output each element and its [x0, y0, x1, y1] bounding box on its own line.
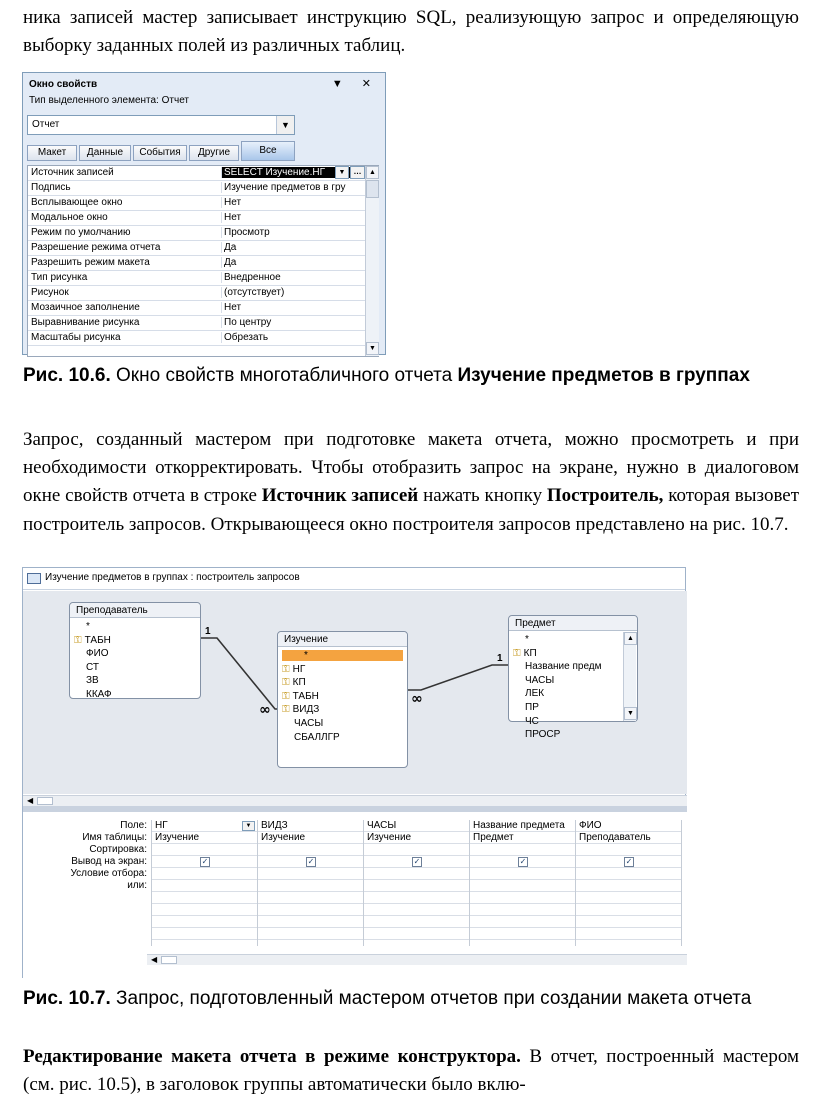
- field-cell[interactable]: НГ: [152, 820, 258, 832]
- property-name: Мозаичное заполнение: [31, 302, 140, 313]
- grid-cell[interactable]: [364, 868, 470, 880]
- property-row[interactable]: [28, 286, 365, 301]
- field-name: СБАЛЛГР: [294, 731, 340, 743]
- property-name: Модальное окно: [31, 212, 108, 223]
- paragraph-2-bold2: Построитель,: [546, 485, 664, 507]
- relation-one-label-1: 1: [205, 626, 211, 637]
- property-row[interactable]: [28, 196, 365, 211]
- scroll-thumb[interactable]: [366, 180, 379, 198]
- scroll-down-icon[interactable]: ▼: [624, 707, 637, 720]
- table-field[interactable]: [525, 661, 602, 672]
- query-builder-title: Изучение предметов в группах : построитель запросов: [45, 572, 300, 583]
- field-name: ЧАСЫ: [525, 674, 555, 686]
- grid-cell[interactable]: [258, 868, 364, 880]
- property-value[interactable]: Внедренное: [221, 272, 365, 283]
- grid-column[interactable]: [575, 820, 681, 946]
- property-row[interactable]: [28, 181, 365, 196]
- intro-paragraph: ника записей мастер записывает инструкцию SQL, реализующую запрос и определяющую выборку заданных полей из различных таблиц.: [23, 7, 799, 57]
- relation-one-label-2: 1: [497, 653, 503, 664]
- scroll-up-icon[interactable]: ▲: [366, 166, 379, 179]
- grid-cell[interactable]: [576, 844, 682, 856]
- grid-scroll-left-icon[interactable]: ◀: [151, 955, 158, 964]
- table-field[interactable]: [74, 634, 111, 646]
- property-row[interactable]: [28, 301, 365, 316]
- query-builder-titlebar: [23, 568, 685, 590]
- field-cell[interactable]: ВИДЗ: [258, 820, 364, 832]
- table-cell[interactable]: Преподаватель: [576, 832, 682, 844]
- grid-row-labels: [23, 820, 147, 892]
- relation-line-teacher-study: [201, 638, 277, 709]
- property-value[interactable]: Да: [221, 242, 365, 253]
- property-name: Выравнивание рисунка: [31, 317, 140, 328]
- table-subject[interactable]: [508, 615, 638, 741]
- grid-hscrollbar[interactable]: [147, 954, 687, 965]
- key-icon: ⚿: [282, 677, 290, 689]
- scroll-thumb-h[interactable]: [37, 797, 53, 805]
- grid-cell[interactable]: [258, 904, 364, 916]
- field-name: ФИО: [86, 648, 109, 660]
- property-value[interactable]: Просмотр: [221, 227, 365, 238]
- property-row[interactable]: [28, 271, 365, 286]
- property-row[interactable]: [28, 211, 365, 226]
- paragraph-2-bold1: Источник записей: [261, 485, 419, 507]
- relation-many-label-2: ∞: [411, 691, 423, 707]
- property-value[interactable]: SELECT Изучение.НГ: [221, 167, 365, 178]
- table-title[interactable]: Преподаватель: [70, 603, 200, 618]
- table-field[interactable]: [525, 688, 544, 699]
- relation-many-label-1: ∞: [259, 702, 271, 718]
- field-cell[interactable]: ЧАСЫ: [364, 820, 470, 832]
- grid-cell[interactable]: [470, 880, 576, 892]
- table-field[interactable]: [86, 621, 90, 632]
- property-value[interactable]: Обрезать: [221, 332, 365, 343]
- scroll-down-icon[interactable]: ▼: [366, 342, 379, 355]
- grid-cell[interactable]: [576, 892, 682, 904]
- paragraph-2-part1: Запрос, созданный мастером при подготовке макета отчета, можно просмотреть и при необходимости откорректировать. Чтобы отобразить запрос на экране, нужно в диалоговом окне свойств отчета в строке: [23, 429, 799, 507]
- grid-cell[interactable]: [258, 844, 364, 856]
- caption-fig-10-7: [23, 986, 799, 1011]
- property-row[interactable]: [28, 166, 365, 181]
- property-grid-scrollbar[interactable]: [365, 166, 379, 356]
- property-name: Масштабы рисунка: [31, 332, 121, 343]
- tab-all[interactable]: Все: [241, 141, 295, 161]
- show-checkbox[interactable]: ✓: [625, 857, 633, 866]
- grid-cell[interactable]: [364, 892, 470, 904]
- paragraph-2-part3: которая вызовет построитель запросов. Открывающееся окно построителя запросов представлено на рис. 10.7.: [23, 485, 800, 535]
- grid-cell[interactable]: [364, 904, 470, 916]
- table-field[interactable]: [282, 663, 306, 675]
- query-icon: [27, 573, 41, 584]
- show-checkbox[interactable]: ✓: [307, 857, 315, 866]
- table-cell[interactable]: Изучение: [364, 832, 470, 844]
- grid-cell[interactable]: [152, 928, 258, 940]
- table-field[interactable]: [282, 650, 403, 661]
- grid-row-label: или:: [127, 880, 147, 891]
- field-cell[interactable]: ФИО: [576, 820, 682, 832]
- grid-cell[interactable]: [152, 868, 258, 880]
- object-selector-value: Отчет: [32, 119, 60, 130]
- table-field[interactable]: [294, 718, 323, 729]
- show-checkbox[interactable]: ✓: [201, 857, 209, 866]
- grid-cell[interactable]: [364, 916, 470, 928]
- property-value[interactable]: По центру: [221, 317, 365, 328]
- field-name: ЧС: [525, 715, 539, 727]
- field-name: ЗВ: [86, 675, 99, 687]
- grid-cell[interactable]: [470, 916, 576, 928]
- table-diagram-pane: [23, 591, 687, 794]
- caption-fig-10-6: [23, 363, 799, 388]
- builder-button[interactable]: …: [350, 166, 365, 179]
- table-teacher[interactable]: [69, 602, 201, 699]
- field-name: *: [304, 650, 308, 661]
- property-row[interactable]: [28, 316, 365, 331]
- selection-type: [29, 95, 189, 106]
- field-name: ТАБН: [292, 690, 319, 702]
- field-name: Название предм: [525, 661, 602, 673]
- tab-events[interactable]: События: [133, 145, 187, 161]
- grid-row-label: Поле:: [120, 820, 147, 831]
- paragraph-3-bold: Редактирование макета отчета в режиме конструктора.: [23, 1046, 521, 1067]
- key-icon: ⚿: [74, 634, 82, 646]
- grid-cell[interactable]: [470, 928, 576, 940]
- field-name: КП: [292, 677, 306, 689]
- grid-cell[interactable]: [576, 916, 682, 928]
- property-name: Источник записей: [31, 167, 114, 178]
- chevron-down-icon[interactable]: ▼: [242, 821, 255, 831]
- property-sheet-window: [22, 72, 386, 355]
- property-value[interactable]: Нет: [221, 212, 365, 223]
- show-checkbox[interactable]: ✓: [519, 857, 527, 866]
- property-name: Тип рисунка: [31, 272, 88, 283]
- tab-data[interactable]: Данные: [79, 145, 131, 161]
- property-value[interactable]: Изучение предметов в гру: [221, 182, 365, 193]
- field-name: ККАФ: [86, 689, 112, 700]
- table-study[interactable]: [277, 631, 408, 768]
- table-field[interactable]: [525, 729, 560, 740]
- paragraph-2: [23, 426, 799, 539]
- property-value[interactable]: Да: [221, 257, 365, 268]
- paragraph-2-part2: нажать кнопку: [423, 485, 543, 507]
- grid-end-divider: [681, 820, 682, 946]
- table-field[interactable]: [86, 662, 99, 673]
- chevron-down-icon[interactable]: ▼: [335, 166, 349, 179]
- show-checkbox[interactable]: ✓: [413, 857, 421, 866]
- table-title[interactable]: Изучение: [278, 632, 407, 647]
- paragraph-3: [23, 1043, 799, 1099]
- selection-type-value: Отчет: [161, 95, 190, 106]
- grid-cell[interactable]: [258, 880, 364, 892]
- diagram-hscrollbar[interactable]: [23, 795, 687, 806]
- grid-cell[interactable]: [152, 904, 258, 916]
- table-cell[interactable]: Изучение: [152, 832, 258, 844]
- grid-cell[interactable]: [258, 916, 364, 928]
- field-cell[interactable]: Название предмета: [470, 820, 576, 832]
- table-field[interactable]: [86, 648, 109, 659]
- property-value[interactable]: (отсутствует): [221, 287, 365, 298]
- table-cell[interactable]: Предмет: [470, 832, 576, 844]
- key-icon: ⚿: [513, 647, 521, 659]
- grid-cell[interactable]: [364, 880, 470, 892]
- table-scrollbar[interactable]: [623, 632, 636, 721]
- property-row[interactable]: [28, 226, 365, 241]
- table-field[interactable]: [282, 690, 319, 702]
- property-value[interactable]: Нет: [221, 197, 365, 208]
- grid-cell[interactable]: [152, 844, 258, 856]
- paragraph-3-text: В отчет, построенный мастером (см. рис. 10.5), в заголовок группы автоматически было вклю-: [23, 1046, 799, 1096]
- property-row[interactable]: [28, 256, 365, 271]
- property-name: Разрешение режима отчета: [31, 242, 161, 253]
- caption-10-6-bold: Изучение предметов в группах: [457, 365, 750, 386]
- property-sheet-title: Окно свойств: [29, 79, 98, 90]
- grid-cell[interactable]: [364, 844, 470, 856]
- property-value[interactable]: Нет: [221, 302, 365, 313]
- relation-line-study-subject: [408, 665, 508, 690]
- scroll-left-icon[interactable]: ◀: [27, 796, 34, 805]
- table-title[interactable]: Предмет: [509, 616, 637, 631]
- grid-cell[interactable]: [364, 928, 470, 940]
- property-name: Режим по умолчанию: [31, 227, 131, 238]
- grid-column[interactable]: [257, 820, 363, 946]
- property-grid: [27, 165, 379, 357]
- tab-layout[interactable]: Макет: [27, 145, 77, 161]
- property-name: Рисунок: [31, 287, 69, 298]
- grid-cell[interactable]: [152, 892, 258, 904]
- caption-10-6-text: Окно свойств многотабличного отчета: [116, 365, 453, 386]
- field-name: ВИДЗ: [292, 704, 320, 716]
- grid-column[interactable]: [151, 820, 257, 946]
- field-name: ТАБН: [84, 634, 111, 646]
- table-field[interactable]: [525, 634, 529, 645]
- table-field[interactable]: [525, 716, 539, 727]
- table-field[interactable]: [525, 675, 554, 686]
- field-name: ПР: [525, 702, 539, 713]
- grid-cell[interactable]: [470, 904, 576, 916]
- caption-10-7-text: Запрос, подготовленный мастером отчетов при создании макета отчета: [116, 988, 752, 1009]
- tab-other[interactable]: Другие: [189, 145, 239, 161]
- grid-cell[interactable]: [576, 880, 682, 892]
- field-name: *: [86, 621, 90, 632]
- grid-column[interactable]: [363, 820, 469, 946]
- field-name: НГ: [292, 663, 306, 675]
- grid-cell[interactable]: [258, 928, 364, 940]
- key-icon: ⚿: [282, 704, 290, 716]
- table-field[interactable]: [282, 704, 320, 716]
- grid-cell[interactable]: [470, 892, 576, 904]
- query-builder-window: [22, 567, 686, 978]
- table-field[interactable]: [86, 675, 99, 686]
- field-name: ЧАСЫ: [294, 718, 324, 729]
- field-name: ПРОСР: [525, 729, 561, 741]
- field-name: КП: [523, 647, 537, 659]
- grid-cell[interactable]: [470, 868, 576, 880]
- grid-row-label: Вывод на экран:: [71, 856, 147, 867]
- table-field[interactable]: [525, 702, 539, 713]
- key-icon: ⚿: [282, 663, 290, 675]
- query-grid-pane: [23, 812, 687, 979]
- grid-cell[interactable]: [576, 868, 682, 880]
- chevron-down-icon[interactable]: ▼: [276, 116, 294, 134]
- grid-cell[interactable]: [152, 880, 258, 892]
- grid-row-label: Сортировка:: [89, 844, 147, 855]
- window-controls[interactable]: ▼ ✕: [331, 78, 379, 90]
- field-name: ЛЕК: [525, 688, 545, 700]
- grid-cell[interactable]: [576, 904, 682, 916]
- grid-row-label: Имя таблицы:: [82, 832, 147, 843]
- field-name: *: [525, 634, 529, 645]
- grid-cell[interactable]: [152, 916, 258, 928]
- grid-row-label: Условие отбора:: [70, 868, 147, 879]
- key-icon: ⚿: [282, 690, 290, 702]
- table-field[interactable]: [282, 677, 306, 689]
- table-field[interactable]: [294, 732, 340, 743]
- grid-cell[interactable]: [576, 928, 682, 940]
- property-row[interactable]: [28, 331, 365, 346]
- object-selector-combo[interactable]: [27, 115, 295, 135]
- grid-scroll-thumb[interactable]: [161, 956, 177, 964]
- scroll-up-icon[interactable]: ▲: [624, 632, 637, 645]
- field-name: СТ: [86, 661, 99, 673]
- table-field[interactable]: [86, 689, 112, 700]
- grid-column[interactable]: [469, 820, 575, 946]
- caption-10-6-label: Рис. 10.6.: [23, 365, 111, 386]
- caption-10-7-label: Рис. 10.7.: [23, 988, 111, 1009]
- table-field[interactable]: [513, 647, 537, 659]
- grid-cell[interactable]: [258, 892, 364, 904]
- grid-cell[interactable]: [470, 844, 576, 856]
- property-name: Подпись: [31, 182, 71, 193]
- property-name: Всплывающее окно: [31, 197, 123, 208]
- selection-type-label: Тип выделенного элемента:: [29, 95, 159, 106]
- property-row[interactable]: [28, 241, 365, 256]
- table-cell[interactable]: Изучение: [258, 832, 364, 844]
- property-name: Разрешить режим макета: [31, 257, 150, 268]
